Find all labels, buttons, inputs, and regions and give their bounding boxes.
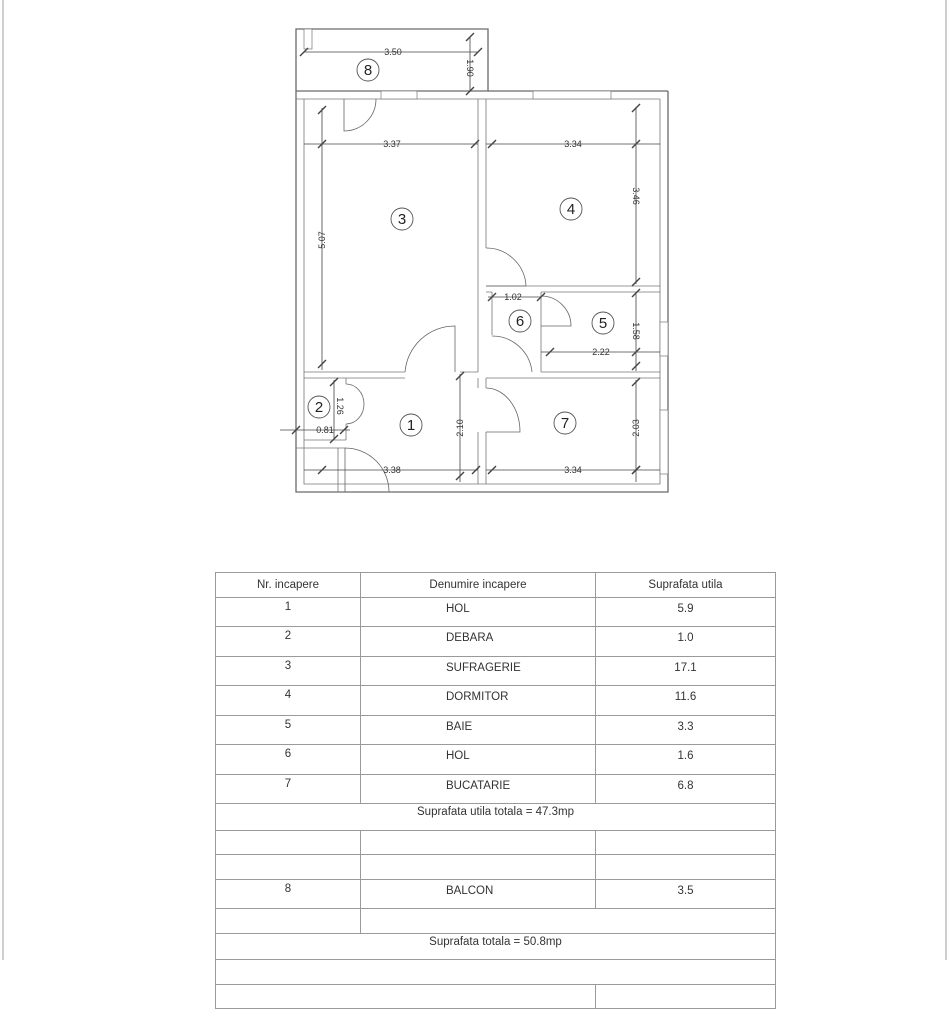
cell-room-number: 8: [216, 879, 361, 909]
table-row: [216, 774, 776, 804]
dim-kitchen-length: 2.03: [631, 419, 641, 437]
wall-room3-right: [478, 99, 486, 372]
grand-total: Suprafata totala = 50.8mp: [216, 933, 776, 960]
cell-room-name: DEBARA: [361, 627, 596, 657]
window-bath: [660, 322, 668, 356]
door-kitchen: [486, 388, 520, 432]
door-balcony: [344, 99, 376, 131]
table-row: [216, 745, 776, 775]
room-number-8: 8: [363, 62, 373, 79]
table-row: [216, 627, 776, 657]
cell-room-number: 6: [216, 745, 361, 775]
table-row-balcony: [216, 879, 776, 909]
room-number-6: 6: [515, 313, 525, 330]
room-marker-5: [592, 312, 614, 334]
cell-room-number: 1: [216, 597, 361, 627]
door-hall6: [492, 336, 532, 372]
room-number-3: 3: [397, 211, 407, 228]
grand-total-row: [216, 933, 776, 960]
door-room4: [486, 248, 526, 286]
room-marker-4: [560, 198, 582, 220]
useful-total-row: [216, 804, 776, 831]
dim-bath-width: 2.22: [592, 347, 610, 357]
cell-room-name: HOL: [361, 745, 596, 775]
cell-room-area: 6.8: [596, 774, 776, 804]
empty-row: [216, 855, 776, 880]
room-number-7: 7: [560, 415, 570, 432]
cell-room-area: 3.3: [596, 715, 776, 745]
room-number-2: 2: [314, 399, 324, 416]
outer-wall: [296, 91, 668, 492]
dim-kitchen-width: 3.34: [564, 465, 582, 475]
header-room-name: Denumire incapere: [361, 573, 596, 598]
dim-room4-width: 3.34: [564, 139, 582, 149]
table-header-row: [216, 573, 776, 598]
cell-room-number: 2: [216, 627, 361, 657]
header-room-number: Nr. incapere: [216, 573, 361, 598]
cell-room-area: 17.1: [596, 656, 776, 686]
door-room3: [405, 326, 455, 372]
cell-room-name: BUCATARIE: [361, 774, 596, 804]
cell-room-name: HOL: [361, 597, 596, 627]
room-area-table: [215, 572, 776, 1009]
cell-room-number: 4: [216, 686, 361, 716]
wall-room3-bottom: [304, 372, 478, 378]
window-balcony: [381, 91, 417, 99]
cell-room-name: SUFRAGERIE: [361, 656, 596, 686]
wall-hall-kitchen: [478, 378, 486, 484]
door-storage: [346, 384, 364, 424]
dim-balcony-width: 3.50: [384, 47, 402, 57]
cell-room-area: 1.6: [596, 745, 776, 775]
table-row: [216, 597, 776, 627]
cell-room-number: 7: [216, 774, 361, 804]
dim-balcony-depth: 1.90: [465, 59, 475, 77]
dim-hall1-width: 3.38: [383, 465, 401, 475]
empty-row: [216, 909, 776, 934]
table-row: [216, 656, 776, 686]
room-marker-2: [308, 396, 330, 418]
window-room4: [533, 91, 611, 99]
header-useful-area: Suprafata utila: [596, 573, 776, 598]
balcony-outline: [296, 29, 488, 91]
table-row: [216, 715, 776, 745]
outer-wall-inner: [304, 99, 660, 484]
cell-room-name: BAIE: [361, 715, 596, 745]
room-number-1: 1: [406, 417, 416, 434]
empty-row: [216, 960, 776, 985]
cell-room-area: 11.6: [596, 686, 776, 716]
room-marker-3: [391, 208, 413, 230]
cell-room-name: DORMITOR: [361, 686, 596, 716]
dim-bath-length: 1.58: [631, 322, 641, 340]
room-marker-7: [554, 412, 576, 434]
cell-room-area: 3.5: [596, 879, 776, 909]
useful-area-total: Suprafata utila totala = 47.3mp: [216, 804, 776, 831]
door-bath: [541, 296, 571, 326]
room-number-5: 5: [598, 315, 608, 332]
dim-room3-width: 3.37: [383, 139, 401, 149]
dim-room4-length: 3.46: [631, 187, 641, 205]
cell-room-area: 5.9: [596, 597, 776, 627]
cell-room-number: 3: [216, 656, 361, 686]
cell-room-number: 5: [216, 715, 361, 745]
window-balcony-top: [304, 29, 312, 49]
empty-row: [216, 984, 776, 1009]
room-marker-1: [400, 414, 422, 436]
room-marker-8: [357, 59, 379, 81]
room-number-4: 4: [566, 201, 576, 218]
cell-room-name: BALCON: [361, 879, 596, 909]
dim-hall1-length: 2.10: [455, 419, 465, 437]
dim-room3-length: 5.07: [317, 231, 327, 249]
room-marker-6: [509, 310, 531, 332]
empty-row: [216, 830, 776, 855]
window-kitchen: [660, 410, 668, 474]
dim-storage-length: 1.26: [335, 397, 345, 415]
table-row: [216, 686, 776, 716]
cell-room-area: 1.0: [596, 627, 776, 657]
dim-storage-width: 0.81: [316, 425, 334, 435]
dim-hall6-width: 1.02: [504, 292, 522, 302]
